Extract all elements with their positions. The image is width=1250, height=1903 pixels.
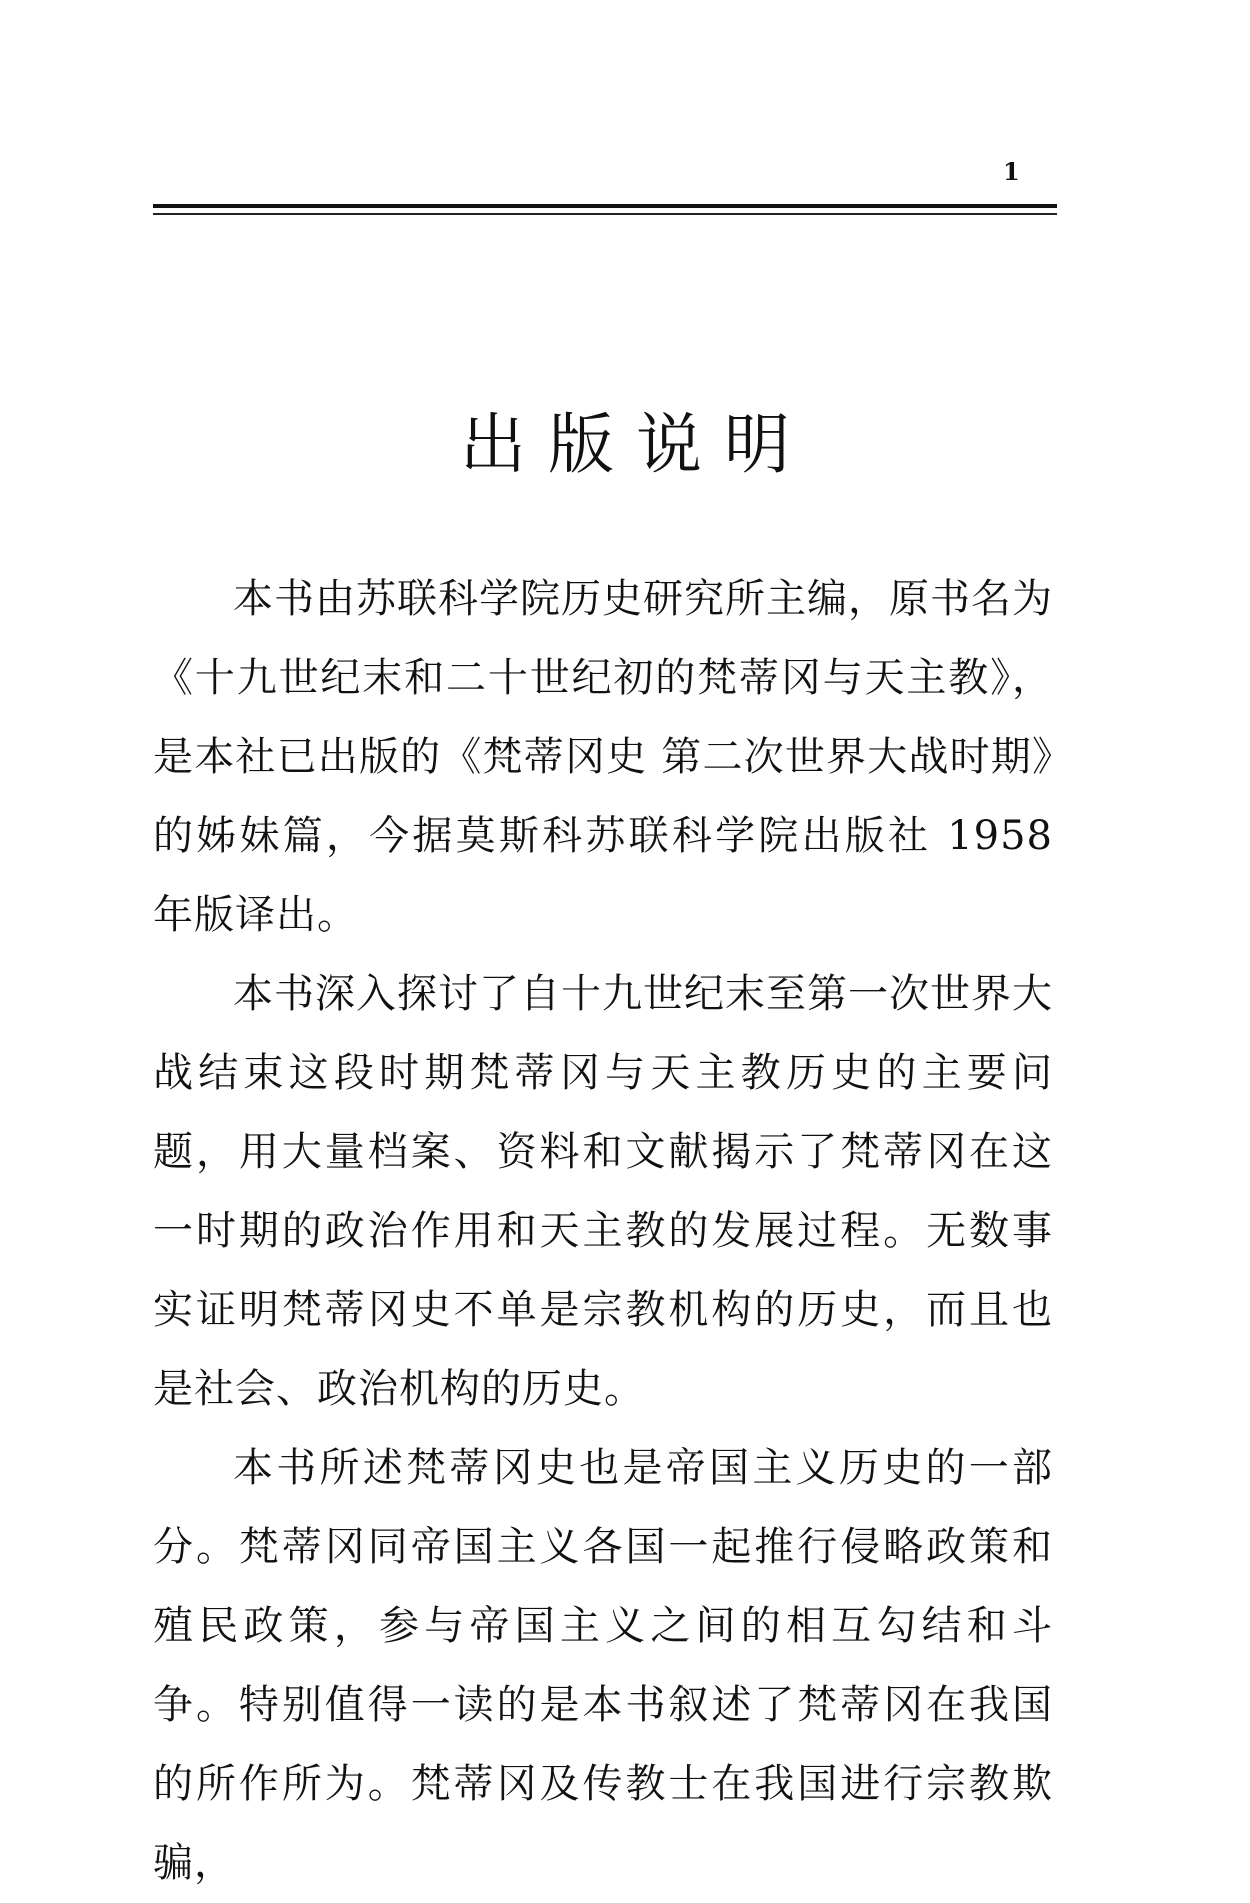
header-rule-thick: [153, 204, 1057, 208]
header-rule-thin: [153, 213, 1057, 215]
body-text: [153, 560, 1053, 1903]
paragraph-2: 本书深入探讨了自十九世纪末至第一次世界大战结束这段时期梵蒂冈与天主教历史的主要问题，用大量档案、资料和文献揭示了梵蒂冈在这一时期的政治作用和天主教的发展过程。无数事实证明梵蒂冈史不单是宗教机构的历史，而且也是社会、政治机构的历史。: [153, 971, 1053, 1412]
paragraph-1: 本书由苏联科学院历史研究所主编，原书名为《十九世纪末和二十世纪初的梵蒂冈与天主教》，是本社已出版的《梵蒂冈史 第二次世界大战时期》的姊妹篇，今据莫斯科苏联科学院出版社 1958 年版译出。: [153, 576, 1053, 938]
page-number: 1: [1003, 157, 1020, 186]
paragraph-3: 本书所述梵蒂冈史也是帝国主义历史的一部分。梵蒂冈同帝国主义各国一起推行侵略政策和殖民政策，参与帝国主义之间的相互勾结和斗争。特别值得一读的是本书叙述了梵蒂冈在我国的所作所为。梵蒂冈及传教士在我国进行宗教欺骗，: [153, 1445, 1053, 1886]
page-title: 出版说明: [460, 406, 812, 483]
